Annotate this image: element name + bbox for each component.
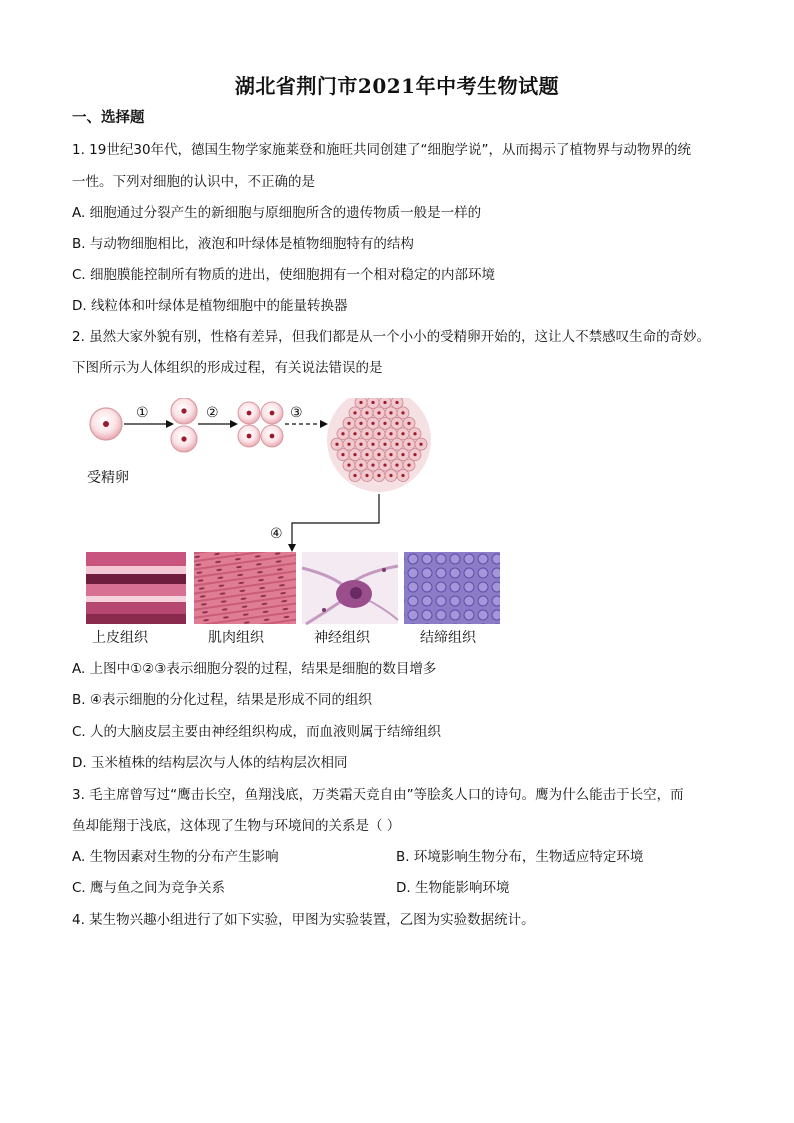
q3-option-c: C. 鹰与鱼之间为竞争关系 [72,880,226,896]
cluster-cell-nucleus [359,422,362,425]
cluster-cell-nucleus [395,463,398,466]
cell-mass-cluster [327,398,431,492]
q2-option-c: C. 人的大脑皮层主要由神经组织构成，而血液则属于结缔组织 [72,724,442,740]
cluster-cell-nucleus [371,463,374,466]
cluster-cell-nucleus [359,443,362,446]
cluster-cell-nucleus [371,422,374,425]
epithelial-tissue-image [86,552,186,624]
cluster-cell-nucleus [407,422,410,425]
cluster-cell-nucleus [341,432,344,435]
cluster-cell-nucleus [353,432,356,435]
cluster-cell-nucleus [377,474,380,477]
cluster-cell-nucleus [389,432,392,435]
cluster-cell-nucleus [347,443,350,446]
cluster-cell-nucleus [407,463,410,466]
step-label-4: ④ [270,526,283,542]
cluster-cell-nucleus [401,432,404,435]
cluster-cell-nucleus [347,463,350,466]
cluster-cell-nucleus [395,422,398,425]
tissue-label-nerve: 神经组织 [314,630,370,646]
cluster-cell-nucleus [347,422,350,425]
cluster-cell-nucleus [365,411,368,414]
cluster-cell-nucleus [377,432,380,435]
cluster-cell-nucleus [419,443,422,446]
q1-option-c: C. 细胞膜能控制所有物质的进出，使细胞拥有一个相对稳定的内部环境 [72,267,496,283]
cluster-cell-nucleus [395,443,398,446]
cluster-cell-nucleus [353,411,356,414]
nerve-tissue-image [302,552,398,624]
q3-stem-line2: 鱼却能翔于浅底，这体现了生物与环境间的关系是（ ） [72,818,401,834]
q3-stem-line1: 3. 毛主席曾写过“鹰击长空，鱼翔浅底，万类霜天竞自由”等脍炙人口的诗句。鹰为什么能击于长空，而 [72,787,684,803]
cluster-cell-nucleus [359,401,362,404]
cluster-cell-nucleus [383,463,386,466]
cluster-cell-nucleus [401,411,404,414]
q1-option-a: A. 细胞通过分裂产生的新细胞与原细胞所含的遗传物质一般是一样的 [72,205,482,221]
cluster-cell-nucleus [365,432,368,435]
fertilized-egg-label: 受精卵 [87,470,129,486]
muscle-tissue-image [194,552,296,624]
cluster-cell-nucleus [365,474,368,477]
arrow-4-head [288,544,296,552]
q2-option-d: D. 玉米植株的结构层次与人体的结构层次相同 [72,755,348,771]
cluster-cell-nucleus [395,401,398,404]
cluster-cell-nucleus [383,443,386,446]
cluster-cell-nucleus [353,474,356,477]
arrow-2-head [230,420,238,428]
q4-stem-line1: 4. 某生物兴趣小组进行了如下实验，甲图为实验装置，乙图为实验数据统计。 [72,912,535,928]
connective-tissue-image [404,552,500,624]
cluster-cell-nucleus [377,453,380,456]
page-title: 湖北省荆门市2021年中考生物试题 [234,74,560,98]
q3-option-a: A. 生物因素对生物的分布产生影响 [72,849,279,865]
cluster-cell-nucleus [371,443,374,446]
cluster-cell-nucleus [377,411,380,414]
step-label-3: ③ [290,405,303,421]
cluster-cell-nucleus [389,453,392,456]
q1-option-d: D. 线粒体和叶绿体是植物细胞中的能量转换器 [72,298,348,314]
q2-option-b: B. ④表示细胞的分化过程，结果是形成不同的组织 [72,692,372,708]
tissue-formation-figure [84,398,524,648]
cluster-cell-nucleus [413,432,416,435]
q1-stem-line2: 一性。下列对细胞的认识中，不正确的是 [72,174,315,190]
arrow-1-head [166,420,174,428]
cluster-cell-nucleus [383,422,386,425]
fertilized-egg-cell [90,408,122,440]
cluster-cell-nucleus [371,401,374,404]
cluster-cell-nucleus [359,463,362,466]
cluster-cell-nucleus [407,443,410,446]
q1-option-b: B. 与动物细胞相比，液泡和叶绿体是植物细胞特有的结构 [72,236,414,252]
step-label-2: ② [206,405,219,421]
q3-option-d: D. 生物能影响环境 [396,880,510,896]
cluster-cell-nucleus [365,453,368,456]
cluster-cell-nucleus [413,453,416,456]
cluster-cell-nucleus [401,453,404,456]
tissue-label-connective: 结缔组织 [420,630,476,646]
cluster-cell-nucleus [383,401,386,404]
arrow-4 [292,494,379,546]
q3-option-b: B. 环境影响生物分布，生物适应特定环境 [396,849,644,865]
tissue-label-muscle: 肌肉组织 [208,630,264,646]
q2-stem-line1: 2. 虽然大家外貌有别，性格有差异，但我们都是从一个小小的受精卵开始的，这让人不禁感叹生命的奇妙。 [72,329,711,345]
q2-option-a: A. 上图中①②③表示细胞分裂的过程，结果是细胞的数目增多 [72,661,437,677]
two-cell-stage [171,398,197,452]
four-cell-stage [238,402,283,447]
cluster-cell-nucleus [335,443,338,446]
q2-stem-line2: 下图所示为人体组织的形成过程，有关说法错误的是 [72,360,383,376]
step-label-1: ① [136,405,149,421]
arrow-3-head [320,420,328,428]
cluster-cell-nucleus [341,453,344,456]
cluster-cell-nucleus [353,453,356,456]
tissue-label-epithelial: 上皮组织 [92,630,148,646]
cluster-cell-nucleus [389,411,392,414]
cluster-cell-nucleus [401,474,404,477]
section-heading: 一、选择题 [72,110,145,126]
q1-stem-line1: 1. 19世纪30年代，德国生物学家施莱登和施旺共同创建了“细胞学说”，从而揭示了植物界与动物界的统 [72,142,692,158]
cluster-cell-nucleus [389,474,392,477]
